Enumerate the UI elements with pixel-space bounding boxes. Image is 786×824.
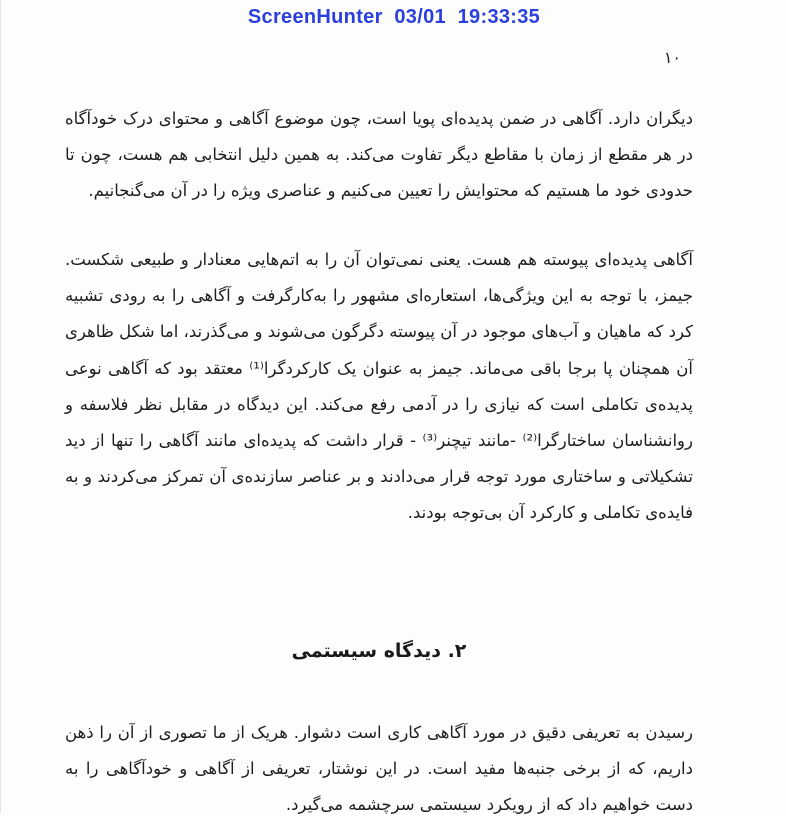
paragraph-text: آگاهی پدیده‌ای پیوسته هم هست. یعنی نمی‌توان آن را به اتم‌هایی معنادار و طبیعی شکست. جیمز، با توجه به این ویژگی‌ها، استعاره‌ای مشهور را به‌کارگرفت و آگاهی را به رودی تشبیه کرد که ماهیان و آب‌های موجود در آن پیوسته دگرگون می‌شوند و می‌گذرند، اما شکل ظاهری آن همچنان پا برجا باقی می‌ماند. جیمز به عنوان یک کارکردگرا⁽¹⁾ معتقد بود که آگاهی نوعی پدیده‌ی تکاملی است که نیازی را در آدمی رفع می‌کند. این دیدگاه در مقابل نظر فلاسفه و روانشناسان ساختارگرا⁽²⁾ -مانند تیچنر⁽³⁾ - قرار داشت که پدیده‌ای مانند آگاهی را تنها از دید تشکیلاتی و ساختاری مورد توجه قرار می‌دادند و بر عناصر سازنده‌ی آن تمرکز می‌کردند و به فایده‌ی تکاملی و کارکرد آن بی‌توجه بودند. (65, 250, 693, 523)
paragraph-text: دیگران دارد. آگاهی در ضمن پدیده‌ای پویا است، چون موضوع آگاهی و محتوای درک خودآگاه در هر مقطع از زمان با مقاطع دیگر تفاوت می‌کند. به همین دلیل انتخابی هم هست، چون تا حدودی خود ما هستیم که محتوایش را تعیین می‌کنیم و عناصری ویژه را در آن می‌گنجانیم. (65, 109, 693, 201)
paragraph-systemic-view (65, 715, 693, 824)
paragraph-text: رسیدن به تعریفی دقیق در مورد آگاهی کاری است دشوار. هریک از ما تصوری از آن را ذهن داریم، که از برخی جنبه‌ها مفید است. در این نوشتار، تعریفی از آگاهی و خودآگاهی را به دست خواهیم داد که از رویکرد سیستمی سرچشمه می‌گیرد. (65, 723, 693, 815)
paragraph-continuation (65, 101, 693, 210)
screenhunter-watermark: ScreenHunter 03/01 19:33:35 (247, 6, 541, 28)
page-number: ١٠ (663, 48, 681, 67)
paragraph-consciousness-continuity (65, 242, 693, 532)
section-heading: ٢. دیدگاه سیستمی (291, 640, 467, 662)
